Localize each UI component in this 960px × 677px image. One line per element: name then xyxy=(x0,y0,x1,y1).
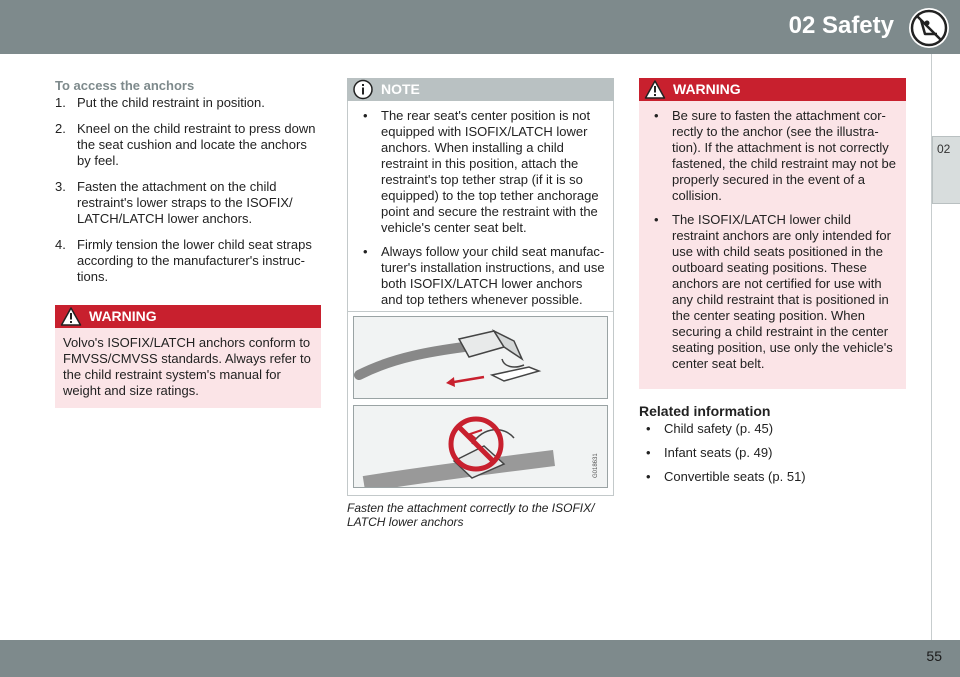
list-item: • The rear seat's center position is not equipped with ISOFIX/LATCH lower anchors. When installing a child restraint in this position, attach the restraint's top tether strap (if it is so equipped) to the top tether anchorage point and secure the restraint with the vehicle's center seat belt. xyxy=(356,108,605,236)
warning-header xyxy=(639,78,906,101)
illustration-correct xyxy=(353,316,608,399)
step-number: 4. xyxy=(55,237,66,252)
column-right xyxy=(639,78,906,493)
step-number: 3. xyxy=(55,179,66,194)
related-link[interactable]: • Child safety (p. 45) xyxy=(639,421,906,437)
note-title: NOTE xyxy=(381,81,420,97)
note-body xyxy=(347,101,614,327)
related-list xyxy=(639,421,906,485)
step-number: 1. xyxy=(55,95,66,110)
list-item: • Be sure to fasten the attachment cor- rectly to the anchor (see the illustra- tion). If the attachment is not correctly fastened, the child restraint may not be properly secured in the event of a collision. xyxy=(647,108,898,204)
list-item xyxy=(55,179,321,227)
warning-triangle-icon xyxy=(60,306,82,327)
column-left xyxy=(55,78,321,408)
list-item: • The ISOFIX/LATCH lower child restraint anchors are only intended for use with child seats positioned in the outboard seating positions. These anchors are not certified for use with any child restraint that is positioned in the center seating position. When securing a child restraint in the center seating position, use only the vehicle's center seat belt. xyxy=(647,212,898,372)
step-text: Put the child restraint in position. xyxy=(77,95,265,110)
list-item xyxy=(55,237,321,285)
warning-body: Volvo's ISOFIX/LATCH anchors conform to FMVSS/CMVSS standards. Always refer to the child restraint system's manual for weight and size ratings. xyxy=(55,328,321,408)
list-item: • Always follow your child seat manufac- turer's installation instructions, and use both ISOFIX/LATCH lower anchors and top tethers whenever possible. xyxy=(356,244,605,308)
related-link[interactable]: • Convertible seats (p. 51) xyxy=(639,469,906,485)
steps-list xyxy=(55,95,321,285)
page-footer xyxy=(0,640,960,677)
info-icon xyxy=(352,79,374,100)
chapter-title: 02 Safety xyxy=(788,12,894,39)
warning-box xyxy=(55,305,321,408)
step-text: Kneel on the child restraint to press down the seat cushion and locate the anchors by feel. xyxy=(77,121,316,168)
illustration-incorrect xyxy=(353,405,608,488)
step-number: 2. xyxy=(55,121,66,136)
no-child-seat-icon xyxy=(907,6,951,50)
section-heading: To access the anchors xyxy=(55,78,195,93)
list-item xyxy=(55,95,321,111)
note-list xyxy=(356,108,605,308)
note-header xyxy=(347,78,614,101)
figure-code: G018631 xyxy=(593,453,599,478)
list-item xyxy=(55,121,321,169)
related-link[interactable]: • Infant seats (p. 49) xyxy=(639,445,906,461)
figure-caption: Fasten the attachment correctly to the ISOFIX/ LATCH lower anchors xyxy=(347,501,595,529)
warning-box xyxy=(639,78,906,389)
chapter-tab-label: 02 xyxy=(937,142,951,156)
warning-title: WARNING xyxy=(673,81,741,97)
note-box xyxy=(347,78,614,327)
page-number: 55 xyxy=(926,648,942,664)
column-middle xyxy=(347,78,614,327)
step-text: Fasten the attachment on the child restraint's lower straps to the ISOFIX/ LATCH/LATCH lower anchors. xyxy=(77,179,293,226)
incorrect-attachment-drawing xyxy=(354,406,607,487)
correct-attachment-drawing xyxy=(354,317,607,398)
related-heading: Related information xyxy=(639,403,771,419)
warning-body xyxy=(639,101,906,389)
warning-header xyxy=(55,305,321,328)
warning-triangle-icon xyxy=(644,79,666,100)
warning-title: WARNING xyxy=(89,308,157,324)
step-text: Firmly tension the lower child seat straps according to the manufacturer's instruc- tions. xyxy=(77,237,312,284)
warning-list xyxy=(647,108,898,372)
illustration-figure xyxy=(347,311,614,496)
